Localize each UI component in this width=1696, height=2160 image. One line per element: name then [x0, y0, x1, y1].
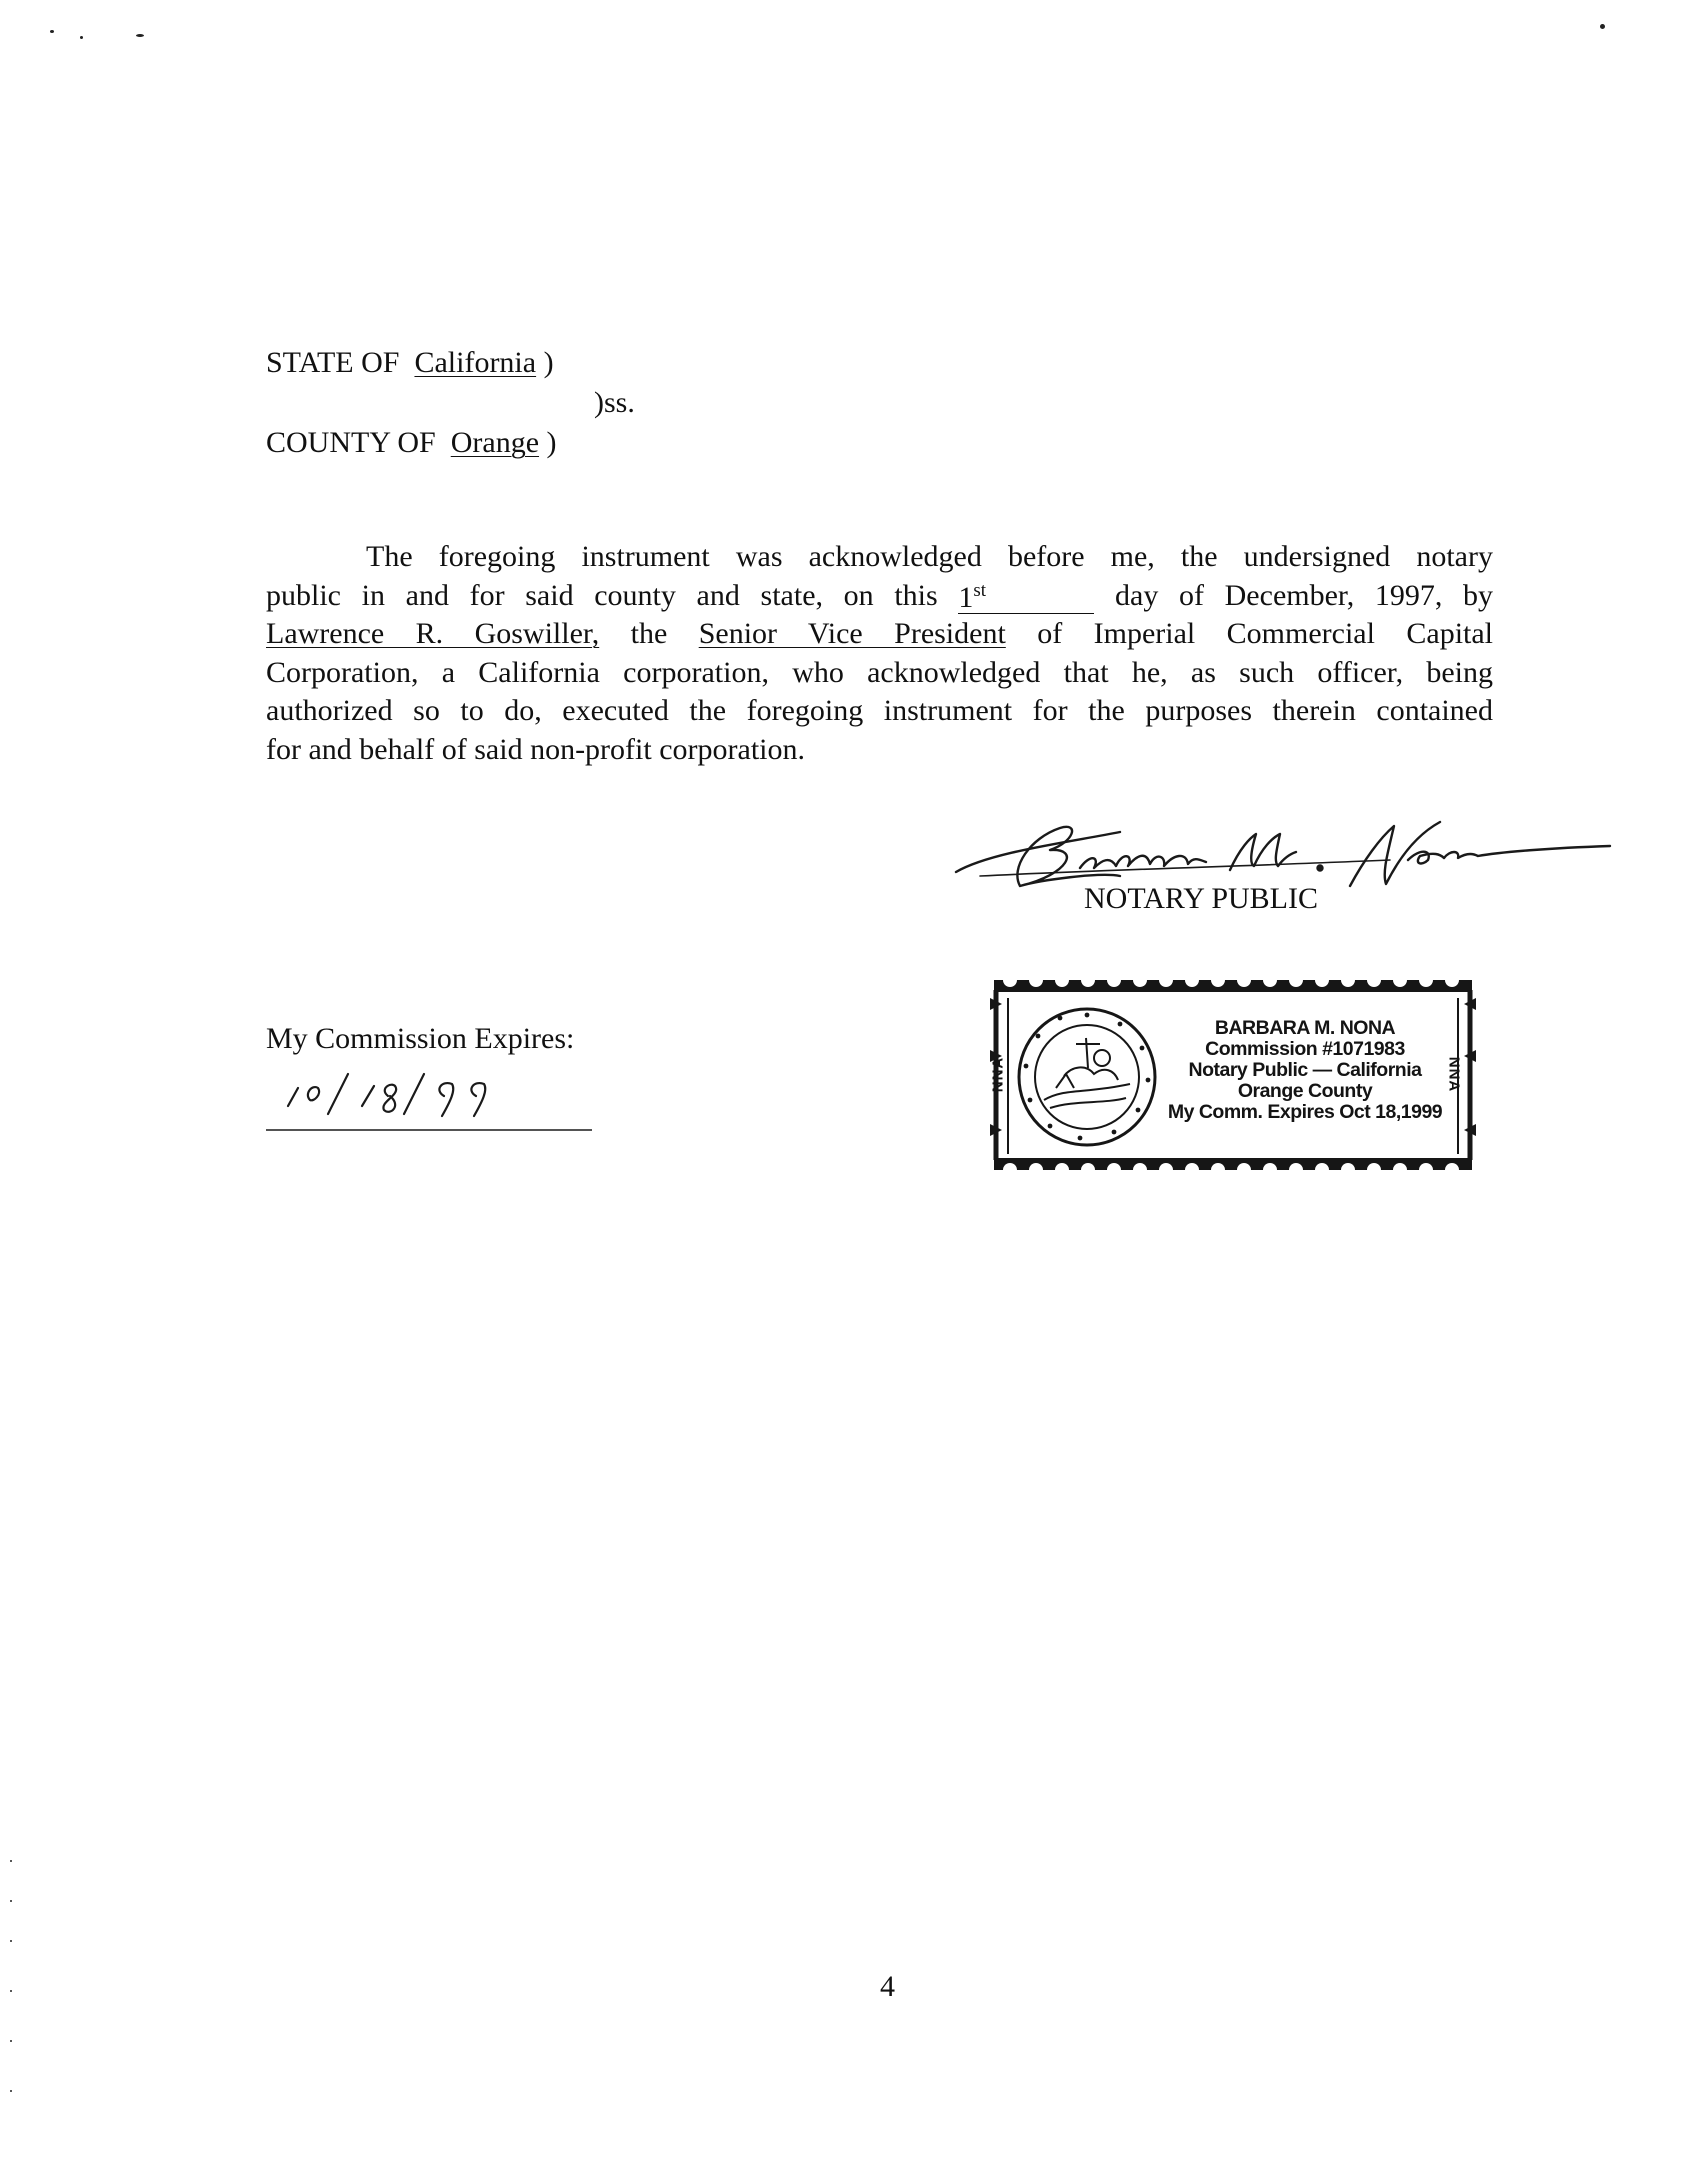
- venue-county-line: [266, 424, 557, 462]
- notary-seal-stamp: [988, 974, 1478, 1176]
- ack-line-3-post: of Imperial Commercial Capital: [1037, 617, 1494, 650]
- ack-line-6: for and behalf of said non-profit corporation.: [266, 732, 805, 766]
- commission-expires-label: My Commission Expires:: [266, 1022, 575, 1055]
- ack-line-1: The foregoing instrument was acknowledged before me, the undersigned notary: [366, 540, 1493, 573]
- ack-line-4: Corporation, a California corporation, who acknowledged that he, as such officer, being: [266, 655, 1493, 689]
- seal-county: Orange County: [1237, 1080, 1373, 1102]
- commission-expiry-handwritten-date: [266, 1066, 592, 1132]
- signer-title: Senior Vice President: [698, 617, 1006, 650]
- notary-public-label: NOTARY PUBLIC: [1084, 882, 1319, 915]
- venue-ss: )ss.: [594, 386, 635, 419]
- county-label: COUNTY OF: [266, 426, 436, 459]
- acknowledgment-paragraph: [266, 538, 1493, 769]
- scan-speck: [10, 1900, 12, 1902]
- signer-name: Lawrence R. Goswiller,: [266, 617, 600, 650]
- seal-expires: My Comm. Expires Oct 18,1999: [1167, 1101, 1443, 1123]
- ack-line-3-mid: the: [630, 617, 668, 650]
- seal-name: BARBARA M. NONA: [1214, 1017, 1396, 1039]
- scan-speck: [1600, 24, 1605, 29]
- scan-speck: [50, 30, 54, 33]
- seal-commission-number: Commission #1071983: [1205, 1038, 1405, 1060]
- state-paren: ): [543, 346, 554, 379]
- day-blank: [958, 579, 1094, 614]
- ack-line-2-post: day of December, 1997, by: [1115, 578, 1494, 612]
- state-value: California: [414, 346, 537, 379]
- page-number: 4: [880, 1970, 895, 2003]
- county-paren: ): [546, 426, 557, 459]
- scan-speck: [10, 1940, 12, 1942]
- seal-side-text-left: NNA: [989, 1056, 1007, 1093]
- scan-speck: [136, 34, 144, 37]
- ack-line-3: [266, 615, 1493, 654]
- ack-line-2-pre: public in and for said county and state, on this: [266, 578, 938, 612]
- seal-text-block: [1160, 1018, 1450, 1123]
- scan-speck: [10, 2090, 12, 2092]
- county-value: Orange: [450, 426, 540, 459]
- scan-speck: [80, 36, 83, 39]
- scan-speck: [10, 1990, 12, 1992]
- ack-line-2: [266, 577, 1493, 616]
- scan-speck: [10, 2040, 12, 2042]
- california-state-seal-icon: [1014, 1004, 1160, 1150]
- day-suffix: st: [973, 579, 987, 601]
- state-label: STATE OF: [266, 346, 400, 379]
- scan-speck: [10, 1860, 12, 1862]
- venue-state-line: [266, 344, 554, 382]
- seal-side-text-right: NNA: [1445, 1056, 1463, 1093]
- seal-title: Notary Public — California: [1188, 1059, 1422, 1081]
- day-number: 1: [958, 580, 974, 614]
- ack-line-5: authorized so to do, executed the foregoing instrument for the purposes therein contained: [266, 694, 1493, 727]
